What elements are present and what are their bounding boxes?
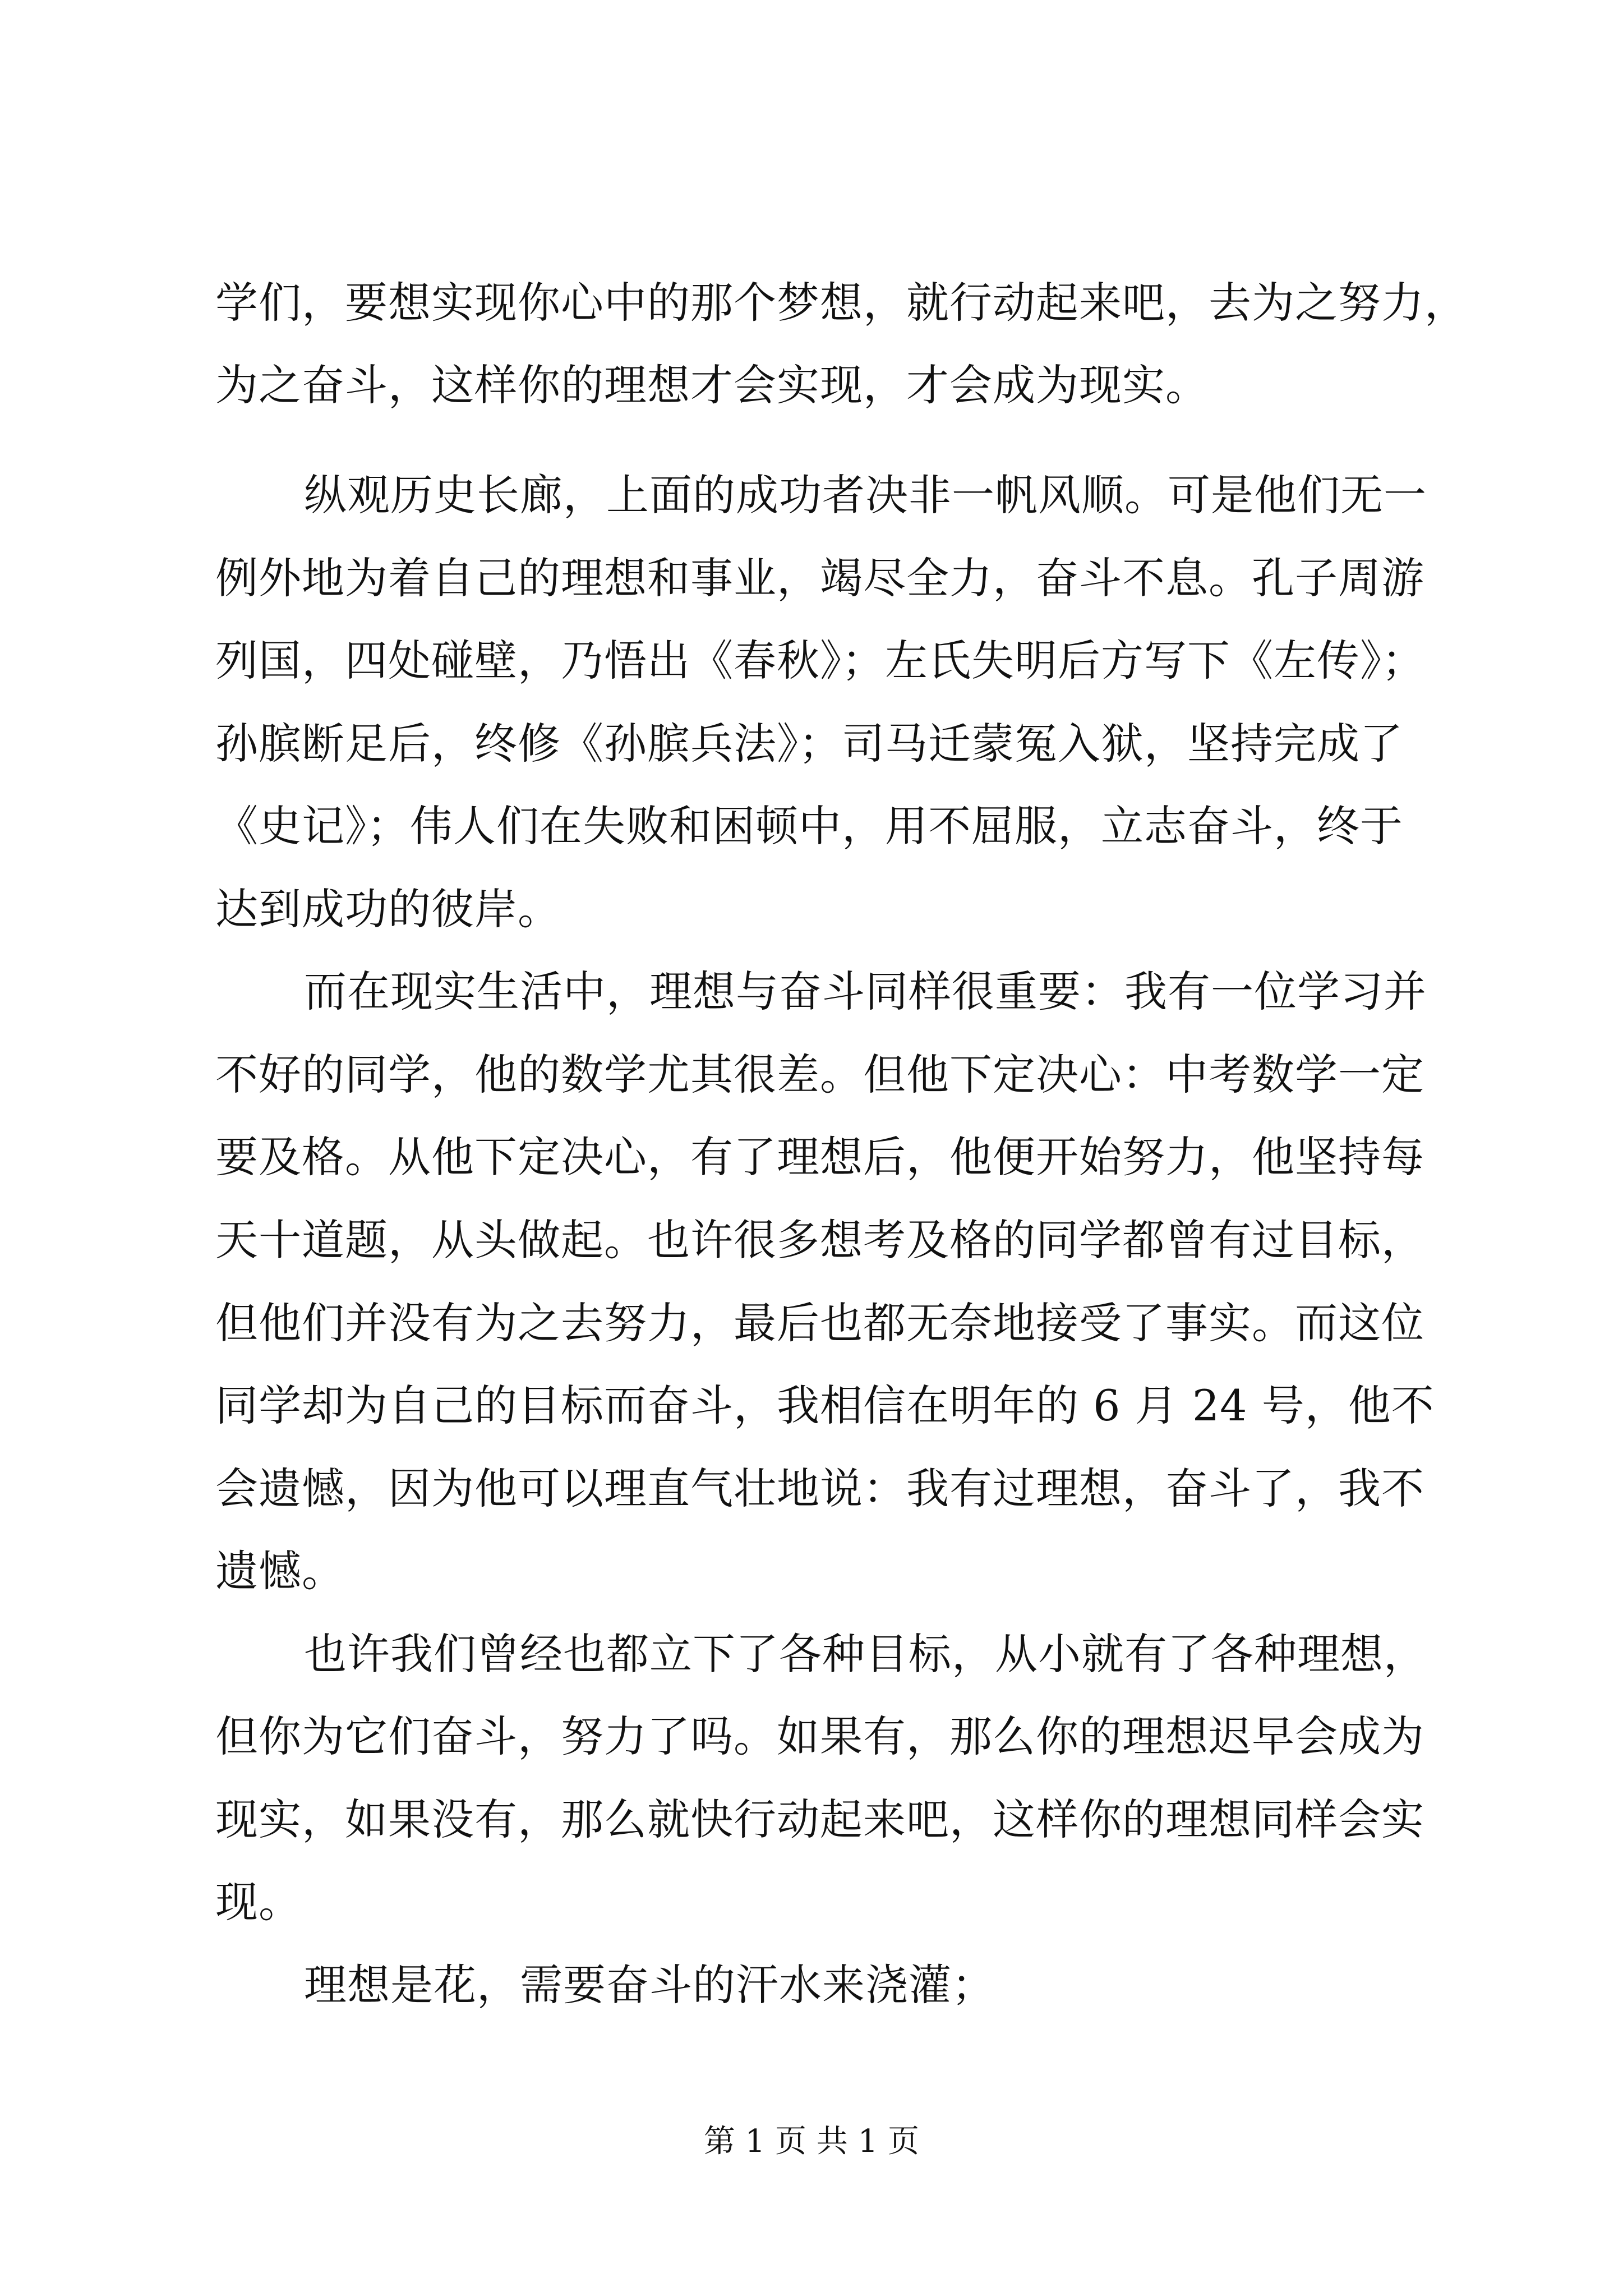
text-line: 列国，四处碰壁，乃悟出《春秋》；左氏失明后方写下《左传》；	[215, 636, 1425, 685]
text-line: 会遗憾，因为他可以理直气壮地说：我有过理想，奋斗了，我不	[215, 1464, 1424, 1513]
text-line: 不好的同学，他的数学尤其很差。但他下定决心：中考数学一定	[215, 1050, 1424, 1099]
text-line: 同学却为自己的目标而奋斗，我相信在明年的 6 月 24 号，他不	[215, 1381, 1435, 1430]
text-line: 孙膑断足后，终修《孙膑兵法》；司马迁蒙冤入狱，坚持完成了	[215, 719, 1403, 769]
text-line: 要及格。从他下定决心，有了理想后，他便开始努力，他坚持每	[215, 1132, 1424, 1182]
text-line: 纵观历史长廊，上面的成功者决非一帆风顺。可是他们无一	[304, 470, 1427, 520]
text-line: 现。	[215, 1877, 302, 1927]
text-line: 学们，要想实现你心中的那个梦想，就行动起来吧，去为之努力，	[215, 278, 1468, 328]
text-line: 也许我们曾经也都立下了各种目标，从小就有了各种理想，	[304, 1629, 1427, 1679]
text-line: 而在现实生活中，理想与奋斗同样很重要：我有一位学习并	[304, 967, 1427, 1016]
text-line: 现实，如果没有，那么就快行动起来吧，这样你的理想同样会实	[215, 1795, 1424, 1844]
page-footer: 第 1 页 共 1 页	[703, 2123, 920, 2160]
text-line: 天十道题，从头做起。也许很多想考及格的同学都曾有过目标，	[215, 1215, 1424, 1265]
text-line: 但你为它们奋斗，努力了吗。如果有，那么你的理想迟早会成为	[215, 1711, 1424, 1761]
text-line: 理想是花，需要奋斗的汗水来浇灌；	[304, 1960, 995, 2010]
text-line: 达到成功的彼岸。	[215, 884, 561, 934]
text-line: 《史记》；伟人们在失败和困顿中，用不屈服，立志奋斗，终于	[215, 801, 1403, 851]
text-line: 为之奋斗，这样你的理想才会实现，才会成为现实。	[215, 360, 1209, 410]
text-line: 但他们并没有为之去努力，最后也都无奈地接受了事实。而这位	[215, 1298, 1424, 1348]
text-line: 遗憾。	[215, 1546, 345, 1596]
text-line: 例外地为着自己的理想和事业，竭尽全力，奋斗不息。孔子周游	[215, 553, 1424, 603]
